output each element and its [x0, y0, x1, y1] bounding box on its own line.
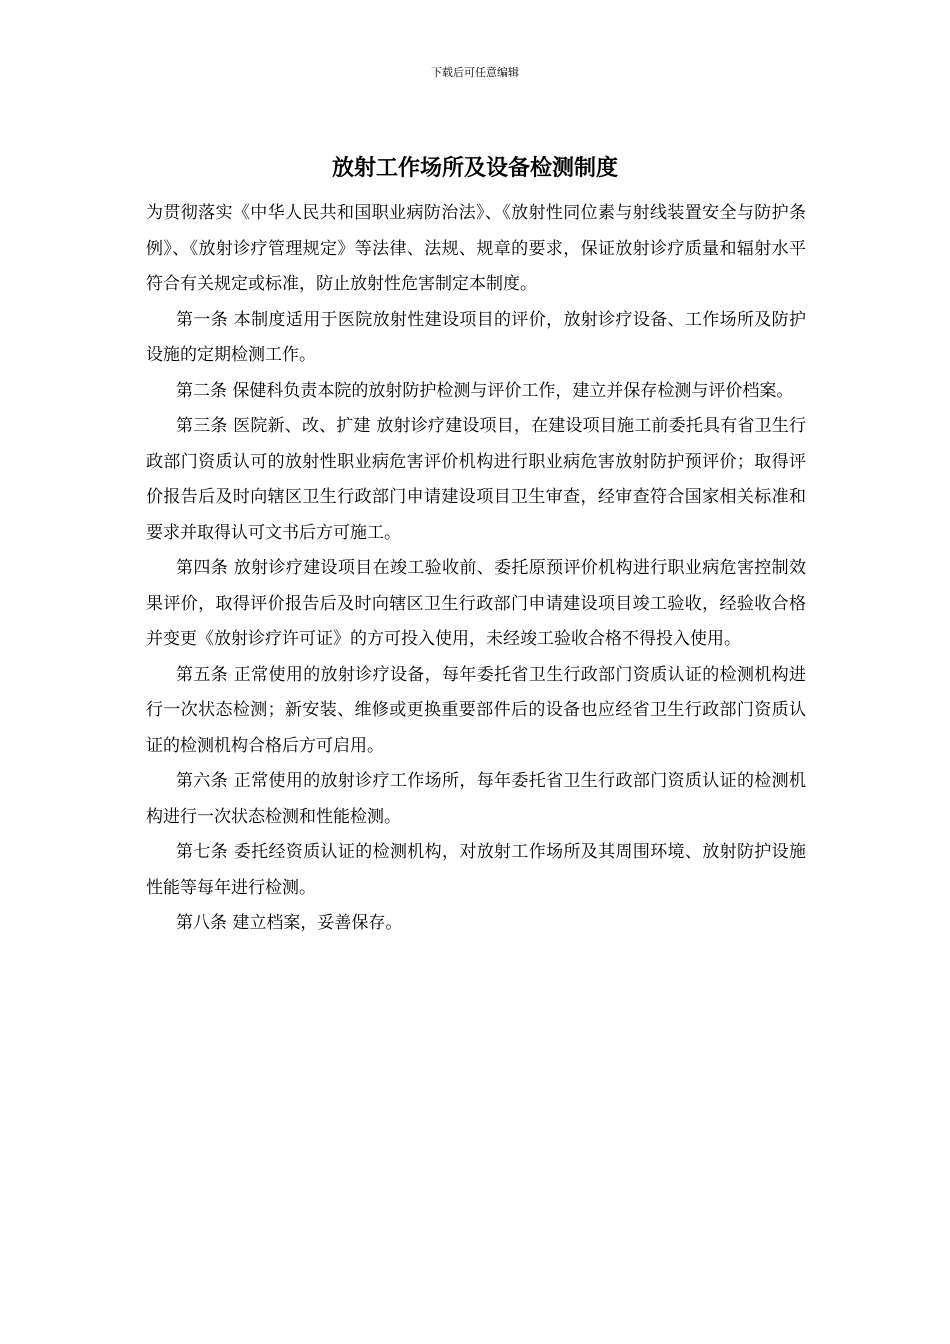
document-body: [146, 196, 806, 942]
document-title: 放射工作场所及设备检测制度: [331, 155, 618, 181]
article-2: 第二条 保健科负责本院的放射防护检测与评价工作，建立并保存检测与评价档案。: [176, 380, 794, 401]
article-8: 第八条 建立档案，妥善保存。: [176, 913, 403, 933]
article-3: 第三条 医院新、改、扩建 放射诊疗建设项目，在建设项目施工前委托具有省卫生行政部门资质认可的放射性职业病危害评价机构进行职业病危害放射防护预评价；取得评价报告后及时向辖区卫生行政部门申请建设项目卫生审查，经审查符合国家相关标准和要求并取得认可文书后方可施工。: [146, 416, 806, 543]
header-note: 下载后可任意编辑: [431, 66, 519, 79]
article-4: 第四条 放射诊疗建设项目在竣工验收前、委托原预评价机构进行职业病危害控制效果评价，取得评价报告后及时向辖区卫生行政部门申请建设项目竣工验收，经验收合格并变更《放射诊疗许可证》的方可投入使用，未经竣工验收合格不得投入使用。: [146, 558, 806, 649]
intro-paragraph: 为贯彻落实《中华人民共和国职业病防治法》、《放射性同位素与射线装置安全与防护条例》、《放射诊疗管理规定》等法律、法规、规章的要求，保证放射诊疗质量和辐射水平符合有关规定或标准，防止放射性危害制定本制度。: [146, 203, 806, 294]
article-6: 第六条 正常使用的放射诊疗工作场所，每年委托省卫生行政部门资质认证的检测机构进行一次状态检测和性能检测。: [146, 771, 806, 827]
article-1: 第一条 本制度适用于医院放射性建设项目的评价，放射诊疗设备、工作场所及防护设施的定期检测工作。: [146, 309, 806, 365]
article-7: 第七条 委托经资质认证的检测机构，对放射工作场所及其周围环境、放射防护设施性能等每年进行检测。: [146, 842, 806, 898]
article-5: 第五条 正常使用的放射诊疗设备，每年委托省卫生行政部门资质认证的检测机构进行一次状态检测；新安装、维修或更换重要部件后的设备也应经省卫生行政部门资质认证的检测机构合格后方可启用。: [146, 664, 806, 756]
